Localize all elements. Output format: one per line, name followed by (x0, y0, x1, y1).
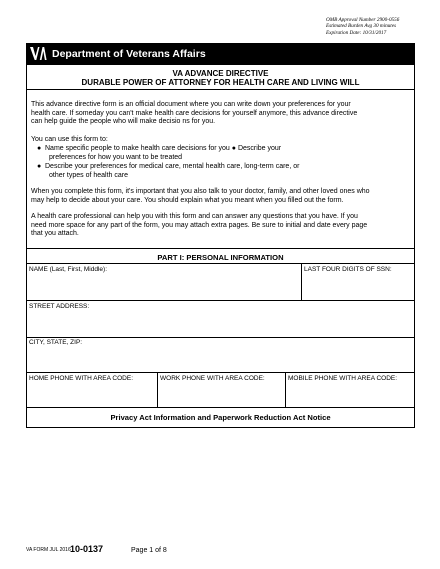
use-heading: You can use this form to: (31, 136, 108, 143)
title-divider (26, 89, 415, 90)
bullet-icon: ● (37, 163, 42, 170)
part1-title: PART I: PERSONAL INFORMATION (157, 253, 284, 262)
text-line: When you complete this form, it's important that you also talk to your doctor, family, and other loved ones who (31, 188, 370, 195)
text-line: A health care professional can help you with this form and can answer any questions that you have. If you (31, 213, 358, 220)
street-address-label: STREET ADDRESS: (29, 303, 90, 310)
ssn-field-label: LAST FOUR DIGITS OF SSN: (304, 266, 392, 273)
omb-approval-number: OMB Approval Number 2900-0556 (326, 17, 400, 23)
part1-top-divider (26, 248, 415, 249)
va-seal-icon (29, 45, 47, 62)
help-paragraph (31, 213, 411, 239)
talk-paragraph (31, 188, 411, 205)
footer-page-number: Page 1 of 8 (131, 547, 167, 554)
form-title: VA ADVANCE DIRECTIVE (172, 69, 269, 78)
intro-paragraph (31, 101, 411, 127)
text-line: preferences for how you want to be treated (49, 153, 183, 161)
text-line: need more space for any part of the form, you may attach extra pages. Be sure to initial and date every page (31, 221, 368, 229)
mobile-phone-label: MOBILE PHONE WITH AREA CODE: (288, 375, 398, 382)
text-line: can help guide the people who will make decisio ns for you. (31, 118, 216, 126)
part1-title-divider (26, 263, 415, 264)
work-phone-label: WORK PHONE WITH AREA CODE: (160, 375, 265, 382)
field-divider (285, 372, 286, 408)
text-line: Name specific people to make health care decisions for you ● Describe your (45, 145, 282, 152)
text-line: that you attach. (31, 230, 79, 238)
field-row-divider (26, 300, 415, 301)
bullet-item (37, 163, 407, 180)
field-row-divider (26, 372, 415, 373)
text-line: may help to decide about your care. You should explain what you meant when you filled out the form. (31, 196, 344, 204)
name-field-label: NAME (Last, First, Middle): (29, 266, 108, 273)
field-divider (157, 372, 158, 408)
bullet-icon: ● (37, 145, 42, 152)
text-line: other types of health care (49, 171, 128, 179)
text-line: health care. If someday you can't make health care decisions for yourself anymore, this advance directive (31, 109, 358, 117)
footer-form-label: VA FORM JUL 2016 (26, 547, 71, 553)
field-divider (301, 263, 302, 301)
omb-info (326, 17, 399, 36)
text-line: This advance directive form is an official document where you can write down your preferences for your (31, 101, 351, 108)
form-subtitle: DURABLE POWER OF ATTORNEY FOR HEALTH CARE AND LIVING WILL (81, 78, 360, 87)
privacy-notice-title: Privacy Act Information and Paperwork Reduction Act Notice (110, 413, 331, 422)
department-name: Department of Veterans Affairs (52, 48, 206, 60)
field-row-divider (26, 337, 415, 338)
omb-burden: Estimated Burden Avg 30 minutes (326, 23, 397, 30)
footer-form-number: 10-0137 (70, 544, 104, 554)
bullet-item (37, 145, 407, 162)
omb-expiration: Expiration Date: 10/31/2017 (326, 29, 387, 36)
home-phone-label: HOME PHONE WITH AREA CODE: (29, 375, 134, 382)
city-state-zip-label: CITY, STATE, ZIP: (29, 339, 83, 346)
privacy-top-divider (26, 407, 415, 408)
text-line: Describe your preferences for medical care, mental health care, long-term care, or (45, 163, 300, 170)
